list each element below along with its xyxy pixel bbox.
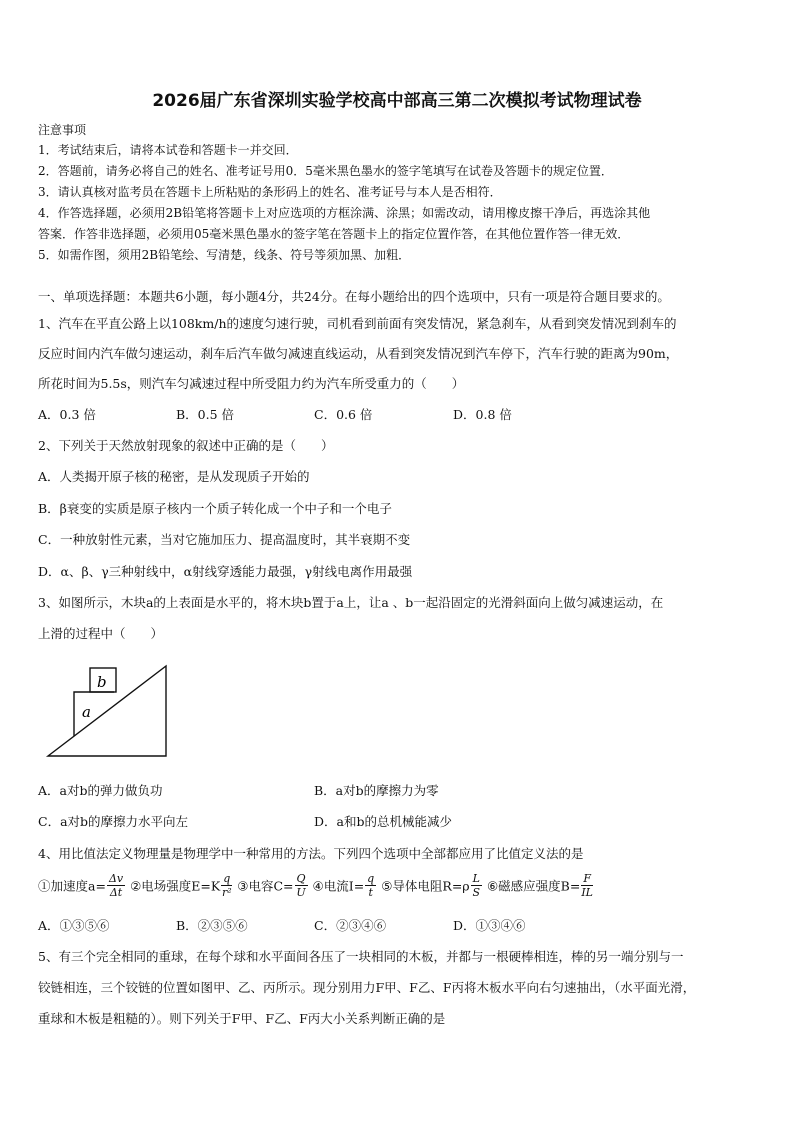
q3-stem-line: 3、如图所示，木块a的上表面是水平的，将木块b置于a上，让a 、b一起沿固定的光滑斜面向上做匀减速运动，在: [38, 595, 664, 610]
note-item: 3．请认真核对监考员在答题卡上所粘贴的条形码上的姓名、准考证号与本人是否相符．: [38, 185, 502, 199]
q2-option-d: D．α、β、γ三种射线中，α射线穿透能力最强，γ射线电离作用最强: [38, 564, 413, 579]
q2-stem: 2、下列关于天然放射现象的叙述中正确的是（ ）: [38, 438, 334, 453]
formula-3-fraction: $\frac{Q}{U}$: [296, 872, 306, 899]
q1-option-b: B．0.5 倍: [176, 407, 235, 422]
formula-2-fraction: $\frac{q}{\text{r²}}$: [221, 872, 232, 899]
q4-stem: 4、用比值法定义物理量是物理学中一种常用的方法。下列四个选项中全部都应用了比值定义法的是: [38, 846, 584, 861]
formula-6-fraction: $\frac{F}{IL}$: [581, 872, 593, 899]
formula-6-label: ⑥磁感应强度B=: [486, 878, 581, 894]
formula-4-label: ④电流I=: [312, 878, 365, 894]
q5-stem-line: 铰链相连，三个铰链的位置如图甲、乙、丙所示。现分别用力F甲、F乙、F丙将木板水平向右匀速抽出，（水平面光滑，: [38, 980, 696, 995]
incline-diagram: [44, 660, 174, 760]
formula-4-fraction: $\frac{q}{t}$: [367, 872, 375, 899]
q1-stem-line: 反应时间内汽车做匀速运动，刹车后汽车做匀减速直线运动，从看到突发情况到汽车停下，汽车行驶的距离为90m，: [38, 346, 679, 361]
formula-1-label: ①加速度a=: [38, 878, 106, 894]
block-a: [74, 692, 114, 736]
incline-triangle: [48, 666, 166, 756]
q2-option-a: A．人类揭开原子核的秘密，是从发现质子开始的: [38, 469, 310, 484]
note-item: 5．如需作图，须用2B铅笔绘、写清楚，线条、符号等须加黑、加粗．: [38, 248, 411, 262]
q1-option-a: A．0.3 倍: [38, 407, 96, 422]
q4-option-b: B．②③⑤⑥: [176, 918, 248, 933]
section-heading: 一、单项选择题：本题共6小题，每小题4分，共24分。在每小题给出的四个选项中，只有一项是符合题目要求的。: [38, 289, 670, 304]
notes-heading: 注意事项: [38, 123, 87, 137]
q1-option-c: C．0.6 倍: [314, 407, 373, 422]
q4-formulas: [38, 872, 768, 899]
q3-stem-line: 上滑的过程中（ ）: [38, 626, 164, 641]
q1-stem-line: 1、汽车在平直公路上以108km/h的速度匀速行驶，司机看到前面有突发情况，紧急刹车，从看到突发情况到刹车的: [38, 316, 677, 331]
q3-option-c: C．a对b的摩擦力水平向左: [38, 814, 189, 829]
q1-stem-line: 所花时间为5.5s，则汽车匀减速过程中所受阻力约为汽车所受重力的（ ）: [38, 376, 465, 391]
q2-option-b: B．β衰变的实质是原子核内一个质子转化成一个中子和一个电子: [38, 501, 392, 516]
q3-option-b: B．a对b的摩擦力为零: [314, 783, 439, 798]
note-item: 4．作答选择题，必须用2B铅笔将答题卡上对应选项的方框涂满、涂黑；如需改动，请用橡皮擦干净后，再选涂其他: [38, 206, 651, 220]
formula-5-fraction: $\frac{L}{S}$: [472, 872, 481, 899]
q5-stem-line: 5、有三个完全相同的重球，在每个球和水平面间各压了一块相同的木板，并都与一根硬棒相连，棒的另一端分别与一: [38, 949, 684, 964]
q4-option-d: D．①③④⑥: [453, 918, 526, 933]
label-b: b: [97, 673, 107, 691]
note-item: 1．考试结束后，请将本试卷和答题卡一并交回．: [38, 143, 298, 157]
page-title: 2026届广东省深圳实验学校高中部高三第二次模拟考试物理试卷: [152, 91, 642, 111]
q3-option-a: A．a对b的弹力做负功: [38, 783, 163, 798]
formula-2-label: ②电场强度E=K: [130, 878, 221, 894]
q4-option-c: C．②③④⑥: [314, 918, 387, 933]
q2-option-c: C．一种放射性元素，当对它施加压力、提高温度时，其半衰期不变: [38, 532, 411, 547]
formula-1-fraction: $\frac{\Delta v}{\Delta t}$: [108, 872, 124, 899]
q5-stem-line: 重球和木板是粗糙的）。则下列关于F甲、F乙、F丙大小关系判断正确的是: [38, 1011, 446, 1026]
q3-option-d: D．a和b的总机械能减少: [314, 814, 452, 829]
note-item: 答案．作答非选择题，必须用05毫米黑色墨水的签字笔在答题卡上的指定位置作答，在其他位置作答一律无效．: [38, 227, 630, 241]
q4-option-a: A．①③⑤⑥: [38, 918, 110, 933]
note-item: 2．答题前，请务必将自己的姓名、准考证号用0．5毫米黑色墨水的签字笔填写在试卷及答题卡的规定位置．: [38, 164, 613, 178]
q1-option-d: D．0.8 倍: [453, 407, 512, 422]
formula-5-label: ⑤导体电阻R=ρ: [381, 878, 470, 894]
label-a: a: [82, 703, 91, 721]
formula-3-label: ③电容C=: [237, 878, 294, 894]
